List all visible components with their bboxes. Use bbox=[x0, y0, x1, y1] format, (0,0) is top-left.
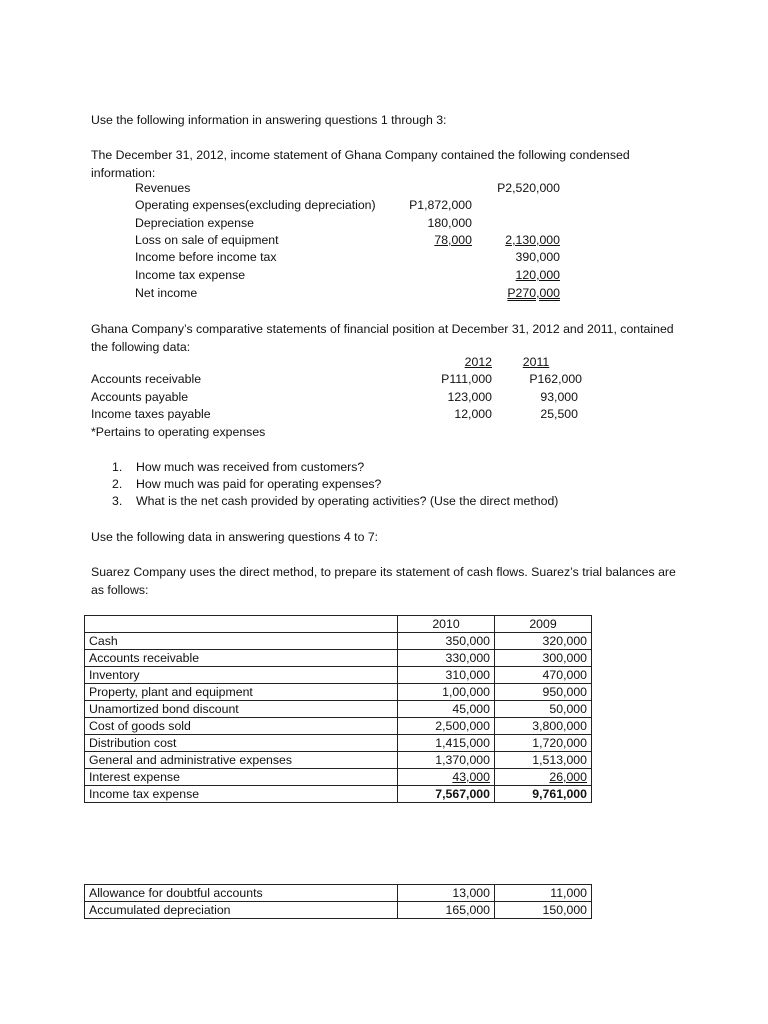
value-2010: 350,000 bbox=[398, 633, 495, 650]
section1-intro: Use the following information in answering questions 1 through 3: bbox=[91, 113, 447, 127]
value-2009: 470,000 bbox=[495, 667, 592, 684]
value-2010: 2,500,000 bbox=[398, 718, 495, 735]
table-row bbox=[85, 885, 592, 902]
row-col1: 78,000 bbox=[434, 233, 472, 247]
row-label: Loss on sale of equipment bbox=[135, 233, 279, 247]
position-label: Accounts payable bbox=[91, 390, 189, 404]
value-2009: 9,761,000 bbox=[495, 786, 592, 803]
table-row bbox=[85, 752, 592, 769]
value-2010: 310,000 bbox=[398, 667, 495, 684]
row-label: Accounts receivable bbox=[85, 650, 398, 667]
row-label: Inventory bbox=[85, 667, 398, 684]
row-label: General and administrative expenses bbox=[85, 752, 398, 769]
table-row bbox=[85, 633, 592, 650]
value-2009: 26,000 bbox=[549, 770, 587, 784]
value-2010: 7,567,000 bbox=[398, 786, 495, 803]
position-label: Income taxes payable bbox=[91, 407, 211, 421]
value-2009: 3,800,000 bbox=[495, 718, 592, 735]
value-2010: 43,000 bbox=[452, 770, 490, 784]
row-label: Distribution cost bbox=[85, 735, 398, 752]
question-text: How much was received from customers? bbox=[136, 460, 365, 474]
header-2011: 2011 bbox=[522, 355, 550, 369]
row-label: Accumulated depreciation bbox=[85, 902, 398, 919]
header-cell bbox=[85, 616, 398, 633]
position-label: Accounts receivable bbox=[91, 372, 202, 386]
table-row bbox=[85, 701, 592, 718]
income-statement-intro: The December 31, 2012, income statement of Ghana Company contained the following condensed information: bbox=[91, 148, 630, 180]
suarez-description: Suarez Company uses the direct method, to prepare its statement of cash flows. Suarez’s trial balances are as follows: bbox=[91, 565, 676, 597]
row-col2: 2,130,000 bbox=[505, 233, 560, 247]
value-2010: 1,415,000 bbox=[398, 735, 495, 752]
value-2009: 320,000 bbox=[495, 633, 592, 650]
row-label: Cash bbox=[85, 633, 398, 650]
row-label: Allowance for doubtful accounts bbox=[85, 885, 398, 902]
row-label: Property, plant and equipment bbox=[85, 684, 398, 701]
row-col2: P270,000 bbox=[507, 286, 560, 300]
row-label: Operating expenses(excluding depreciation) bbox=[135, 198, 376, 212]
row-col2: 390,000 bbox=[515, 250, 560, 264]
value-2009: 950,000 bbox=[495, 684, 592, 701]
row-col2: 120,000 bbox=[515, 268, 560, 282]
value-2010: 330,000 bbox=[398, 650, 495, 667]
value-2010: 1,370,000 bbox=[398, 752, 495, 769]
question-number: 1. bbox=[112, 460, 123, 474]
value-2009: 150,000 bbox=[495, 902, 592, 919]
credit-balance-table bbox=[84, 884, 592, 919]
row-label: Interest expense bbox=[85, 769, 398, 786]
question-text: How much was paid for operating expenses? bbox=[136, 477, 382, 491]
row-label: Income tax expense bbox=[135, 268, 246, 282]
table-row bbox=[85, 735, 592, 752]
value-2010: 1,00,000 bbox=[398, 684, 495, 701]
trial-balance-table bbox=[84, 615, 592, 803]
footnote: *Pertains to operating expenses bbox=[91, 425, 266, 439]
table-row bbox=[85, 650, 592, 667]
table-row bbox=[85, 667, 592, 684]
value-2009: 11,000 bbox=[495, 885, 592, 902]
section2-intro: Use the following data in answering questions 4 to 7: bbox=[91, 530, 379, 544]
value-2009: 1,513,000 bbox=[495, 752, 592, 769]
row-col1: P1,872,000 bbox=[409, 198, 472, 212]
row-label: Unamortized bond discount bbox=[85, 701, 398, 718]
row-col1: 180,000 bbox=[427, 216, 472, 230]
header-cell: 2010 bbox=[398, 616, 495, 633]
question-number: 2. bbox=[112, 477, 123, 491]
row-label: Cost of goods sold bbox=[85, 718, 398, 735]
table-row bbox=[85, 902, 592, 919]
table-row bbox=[85, 786, 592, 803]
value-2010: 13,000 bbox=[398, 885, 495, 902]
row-col2: P2,520,000 bbox=[497, 181, 560, 195]
position-2012: P111,000 bbox=[441, 372, 492, 386]
position-2011: 93,000 bbox=[540, 390, 578, 404]
position-2011: 25,500 bbox=[540, 407, 578, 421]
value-2010: 45,000 bbox=[398, 701, 495, 718]
table-row bbox=[85, 718, 592, 735]
value-2009: 50,000 bbox=[495, 701, 592, 718]
position-2012: 123,000 bbox=[447, 390, 492, 404]
row-label: Income tax expense bbox=[85, 786, 398, 803]
value-2010: 165,000 bbox=[398, 902, 495, 919]
value-2009: 1,720,000 bbox=[495, 735, 592, 752]
position-intro: Ghana Company’s comparative statements of financial position at December 31, 2012 and 2011, contained the following data: bbox=[91, 322, 674, 354]
value-2009: 300,000 bbox=[495, 650, 592, 667]
table-row bbox=[85, 684, 592, 701]
position-2011: P162,000 bbox=[529, 372, 582, 386]
row-label: Depreciation expense bbox=[135, 216, 254, 230]
row-label: Revenues bbox=[135, 181, 191, 195]
row-label: Income before income tax bbox=[135, 250, 277, 264]
table-row bbox=[85, 769, 592, 786]
table-header-row bbox=[85, 616, 592, 633]
question-number: 3. bbox=[112, 494, 123, 508]
header-cell: 2009 bbox=[495, 616, 592, 633]
header-2012: 2012 bbox=[464, 355, 492, 369]
row-label: Net income bbox=[135, 286, 198, 300]
question-text: What is the net cash provided by operating activities? (Use the direct method) bbox=[136, 494, 559, 508]
position-2012: 12,000 bbox=[454, 407, 492, 421]
